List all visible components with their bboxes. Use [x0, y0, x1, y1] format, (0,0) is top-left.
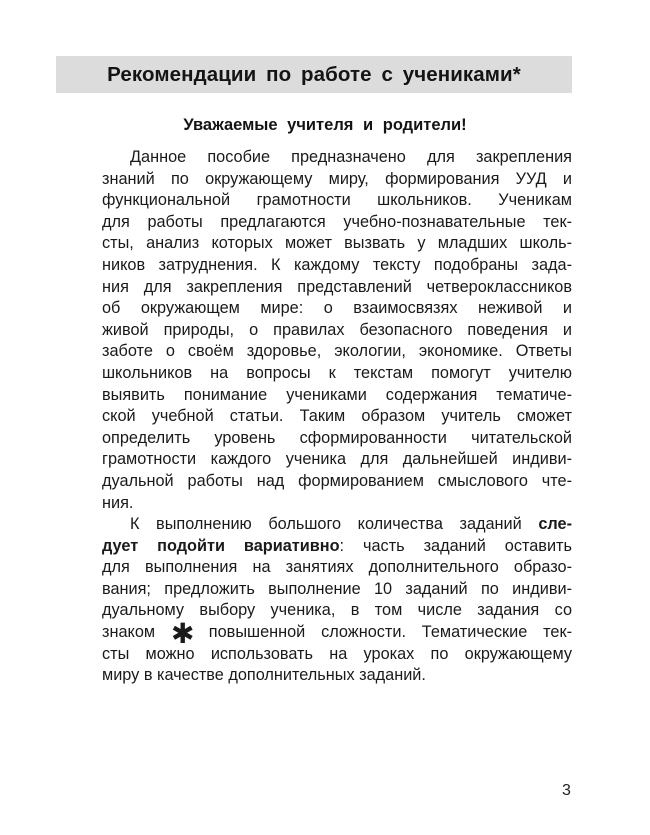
text-line: грамотности каждого ученика для дальнейшей индиви- [102, 450, 572, 469]
text-line: знаком ✱ повышенной сложности. Тематические тек- [102, 618, 573, 650]
page-title: Рекомендации по работе с учениками* [107, 62, 521, 86]
text-line: для выполнения на занятиях дополнительного образо- [102, 558, 572, 577]
text-line: Данное пособие предназначено для закрепления [130, 148, 572, 166]
text-line: ской учебной статьи. Таким образом учитель сможет [102, 407, 572, 426]
text-line: живой природы, о правилах безопасного поведения и [102, 320, 572, 339]
text-line: выявить понимание учениками содержания тематиче- [102, 385, 572, 404]
text-line: знаний по окружающему миру, формирования УУД и [102, 169, 572, 188]
text-line: вания; предложить выполнение 10 заданий по индиви- [102, 579, 572, 598]
text-line: функциональной грамотности школьников. Ученикам [102, 191, 572, 210]
text-line: для работы предлагаются учебно-познавательные тек- [102, 212, 572, 231]
text-line: ния для закрепления представлений четвероклассников [102, 277, 572, 296]
star-icon: ✱ [170, 618, 195, 650]
text-line: об окружающем мире: о взаимосвязях неживой и [102, 299, 572, 318]
text-line: сты, анализ которых может вызвать у младших школь- [102, 234, 572, 253]
emphasis-text: сле- [538, 515, 572, 534]
emphasis-text: дует подойти вариативно [102, 536, 340, 555]
text-line: дует подойти вариативно: часть заданий оставить [102, 536, 572, 555]
text-line: сты можно использовать на уроках по окружающему [102, 644, 572, 663]
page-number: 3 [562, 782, 571, 799]
paragraph-1 [102, 147, 572, 514]
text-line: заботе о своём здоровье, экологии, экономике. Ответы [102, 342, 572, 361]
paragraph-2 [102, 514, 572, 687]
text-line: К выполнению большого количества заданий сле- [130, 515, 572, 534]
text-line: определить уровень сформированности читательской [102, 428, 572, 447]
section-header-band [56, 56, 572, 93]
subtitle: Уважаемые учителя и родители! [183, 116, 467, 134]
text-line: дуальному выбору ученика, в том числе задания со [102, 601, 572, 620]
text-line: дуальной работы над формированием смыслового чте- [102, 471, 572, 490]
text-line: ников затруднения. К каждому тексту подобраны зада- [102, 255, 572, 274]
body-text [102, 147, 572, 687]
text-line: миру в качестве дополнительных заданий. [102, 666, 426, 685]
text-line: ния. [102, 493, 134, 512]
text-line: школьников на вопросы к текстам помогут учителю [102, 363, 572, 382]
